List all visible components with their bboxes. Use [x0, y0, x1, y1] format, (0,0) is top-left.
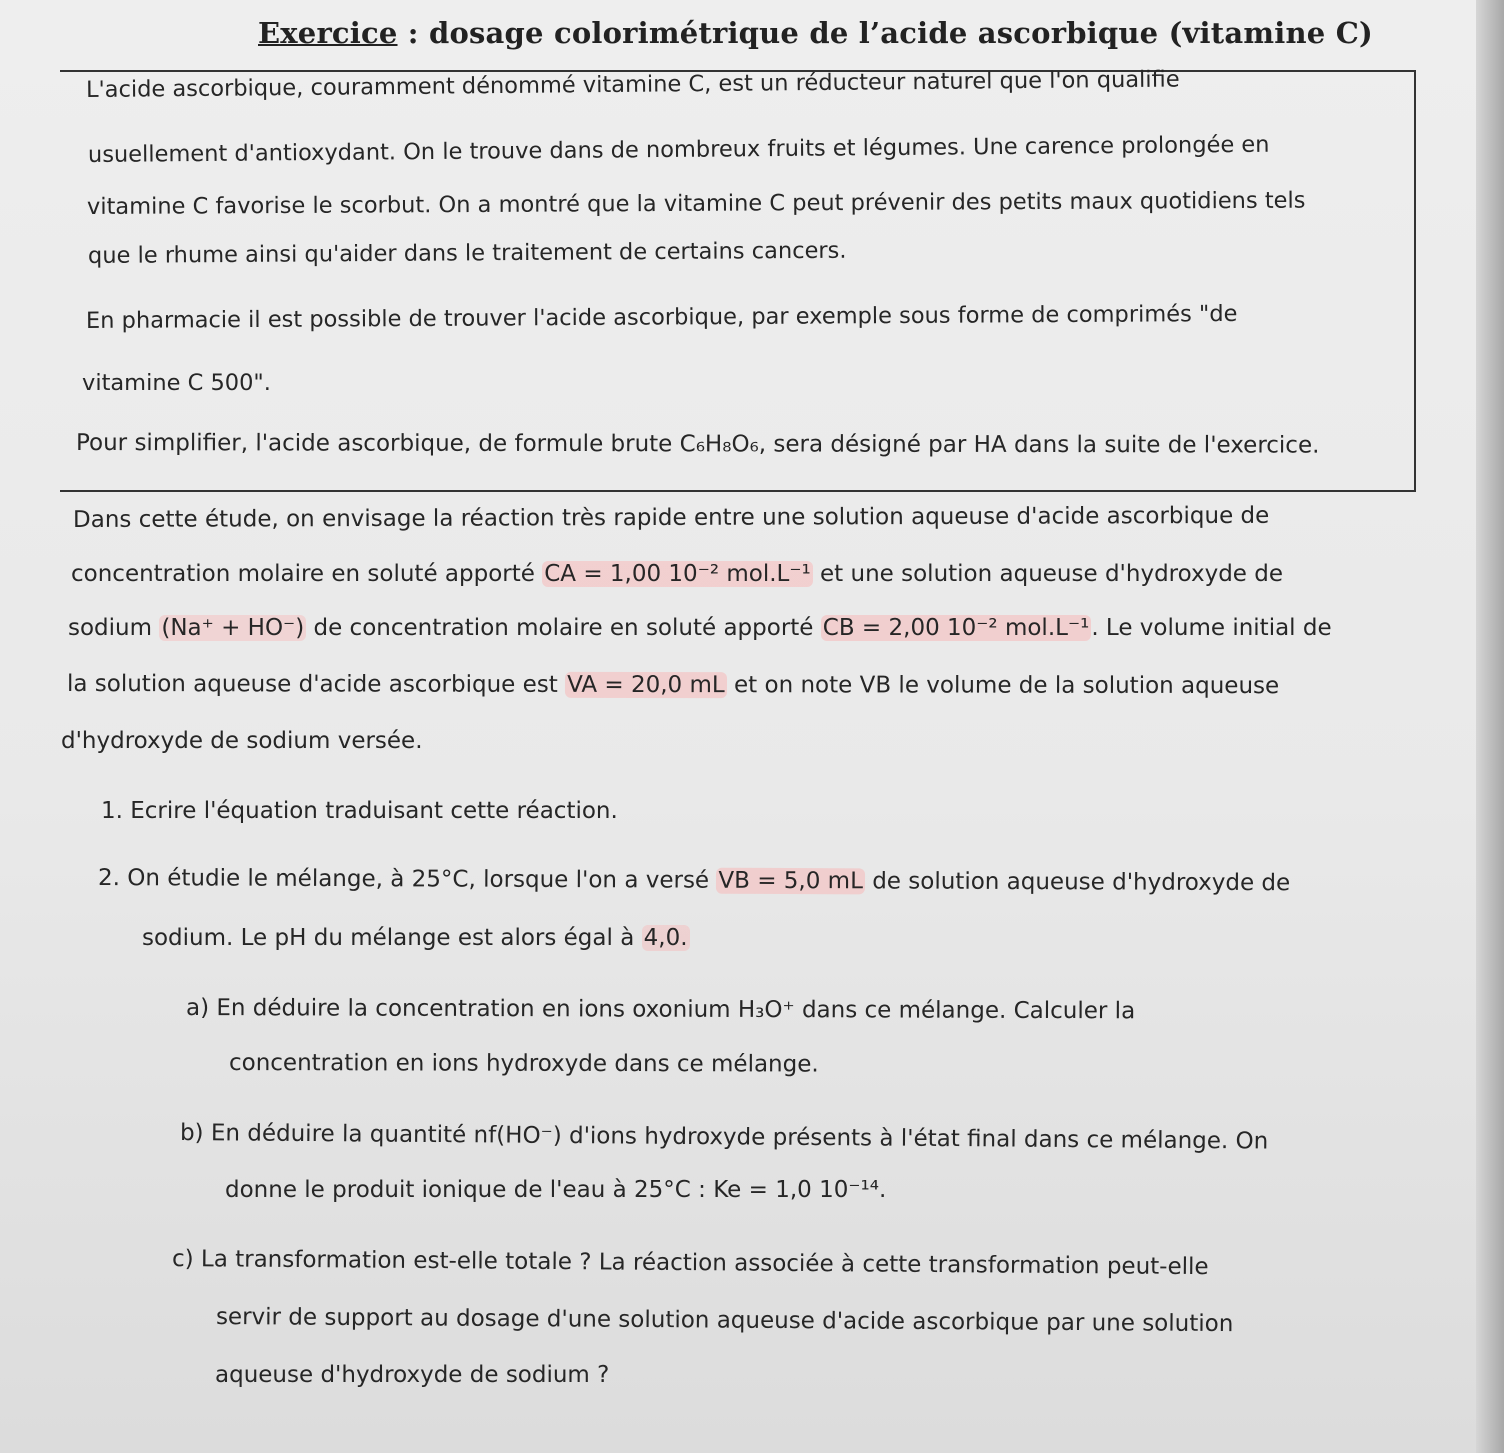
study-line-3-start: sodium	[68, 615, 160, 641]
vb-value: VB = 5,0 mL	[718, 867, 863, 895]
intro-line-6: vitamine C 500".	[82, 370, 271, 396]
intro-line-7	[76, 432, 1319, 458]
question-1: 1. Ecrire l'équation traduisant cette réaction.	[101, 798, 618, 824]
exercise-title-text: : dosage colorimétrique de l’acide ascorbique (vitamine C)	[397, 16, 1373, 50]
intro-line-5: En pharmacie il est possible de trouver l'acide ascorbique, par exemple sous forme de comprimés "de	[85, 300, 1238, 334]
study-line-5: d'hydroxyde de sodium versée.	[61, 728, 423, 754]
study-line-2-end: et une solution aqueuse d'hydroxyde de	[812, 561, 1284, 587]
exercise-label: Exercice	[258, 16, 398, 50]
va-value: VA = 20,0 mL	[567, 671, 725, 699]
question-b-line-1: b) En déduire la quantité nf(HO⁻) d'ions hydroxyde présents à l'état final dans ce mélange. On	[179, 1120, 1269, 1155]
ca-value: CA = 1,00 10⁻² mol.L⁻¹	[544, 561, 811, 587]
question-2-line-2	[142, 927, 690, 950]
study-line-1: Dans cette étude, on envisage la réaction très rapide entre une solution aqueuse d'acide ascorbique de	[72, 502, 1270, 533]
question-a-line-2: concentration en ions hydroxyde dans ce mélange.	[228, 1050, 819, 1078]
intro-line-7-end: , sera désigné par HA dans la suite de l'exercice.	[758, 431, 1320, 459]
sodium-hydroxide-ions: (Na⁺ + HO⁻)	[161, 615, 305, 641]
study-line-4-start: la solution aqueuse d'acide ascorbique est	[66, 671, 566, 698]
question-a-line-1: a) En déduire la concentration en ions oxonium H₃O⁺ dans ce mélange. Calculer la	[185, 995, 1136, 1025]
study-line-4	[67, 673, 1279, 698]
study-line-2-start: concentration molaire en soluté apporté	[71, 561, 543, 587]
question-c-line-2: servir de support au dosage d'une solution aqueuse d'acide ascorbique par une solution	[215, 1304, 1234, 1338]
intro-line-4: que le rhume ainsi qu'aider dans le traitement de certains cancers.	[87, 237, 847, 269]
question-c-line-3: aqueuse d'hydroxyde de sodium ?	[215, 1362, 610, 1388]
question-b-line-2: donne le produit ionique de l'eau à 25°C : Ke = 1,0 10⁻¹⁴.	[225, 1177, 887, 1203]
question-2-end: de solution aqueuse d'hydroxyde de	[864, 868, 1291, 897]
intro-line-2: usuellement d'antioxydant. On le trouve dans de nombreux fruits et légumes. Une carence prolongée en	[87, 131, 1270, 168]
exercise-title	[258, 16, 1373, 50]
question-c-line-1: c) La transformation est-elle totale ? La réaction associée à cette transformation peut-elle	[171, 1246, 1209, 1281]
intro-line-3: vitamine C favorise le scorbut. On a montré que la vitamine C peut prévenir des petits maux quotidiens tels	[86, 187, 1306, 220]
study-line-3	[68, 617, 1332, 640]
study-line-4-end: et on note VB le volume de la solution aqueuse	[726, 672, 1280, 700]
study-line-2	[71, 563, 1283, 586]
ph-value: 4,0.	[643, 925, 688, 951]
intro-line-1: L'acide ascorbique, couramment dénommé vitamine C, est un réducteur naturel que l'on qualifie	[85, 66, 1180, 103]
page-edge-shadow	[1476, 0, 1504, 1453]
ascorbic-acid-formula: C₆H₈O₆	[679, 431, 759, 458]
intro-line-7-start: Pour simplifier, l'acide ascorbique, de formule brute	[75, 430, 680, 458]
question-2-line-1	[98, 867, 1290, 895]
cb-value: CB = 2,00 10⁻² mol.L⁻¹	[822, 615, 1090, 641]
question-2-start: 2. On étudie le mélange, à 25°C, lorsque l'on a versé	[97, 865, 717, 894]
study-line-3-mid: de concentration molaire en soluté apporté	[306, 615, 821, 641]
question-2-line-2-start: sodium. Le pH du mélange est alors égal à	[142, 925, 642, 951]
study-line-3-end: . Le volume initial de	[1091, 615, 1332, 641]
